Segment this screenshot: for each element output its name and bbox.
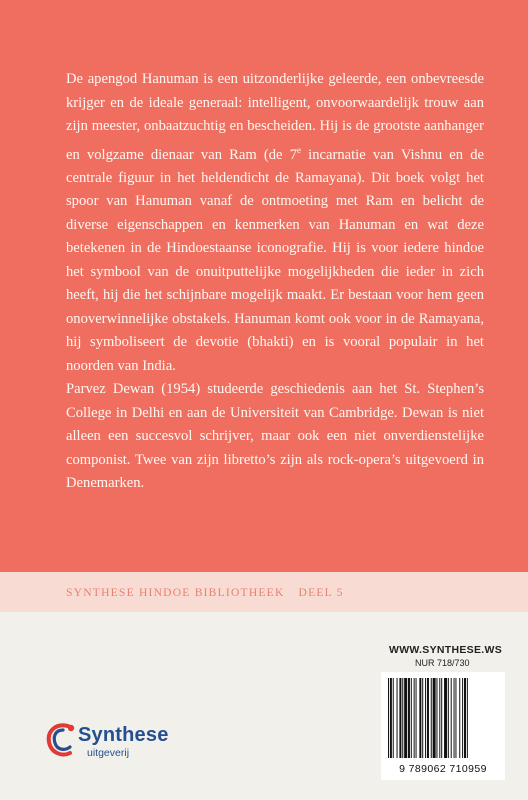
series-name: SYNTHESE HINDOE BIBLIOTHEEK	[66, 586, 285, 599]
barcode-bar	[464, 678, 466, 758]
blurb-text-part: incarnatie van Vishnu en de centrale figuur in het heldendicht de Ramayana). Dit boek volgt het spoor van Hanuman vanaf de ontmoeting met Ram en belicht de diverse eigenschappen en kenmerken van Hanuman en wat deze betekenen in de Hindoestaanse iconografie. Hij is voor iedere hindoe het symbool van de onuitputtelijke mogelijkheden die ieder in zich heeft, hij die het schijnbare mogelijk maakt. Er bestaan voor hem geen onoverwinnelijke obstakels. Hanuman komt ook voor in de Ramayana, hij symboliseert de devotie (bhakti) en is vooral populair in het noorden van India.	[66, 146, 484, 374]
barcode-bar	[422, 678, 423, 758]
barcode-bar	[397, 678, 398, 758]
blurb-paragraph	[66, 68, 484, 378]
series-volume: DEEL 5	[298, 586, 344, 599]
barcode-bar	[454, 678, 455, 758]
series-title	[66, 586, 344, 599]
synthese-logo-icon	[44, 719, 78, 761]
author-bio: Parvez Dewan (1954) studeerde geschiedenis aan het St. Stephen’s College in Delhi en aan de Universiteit van Cambridge. Dewan is niet alleen een succesvol schrijver, maar ook een niet onverdienstelijke componist. Twee van zijn libretto’s zijn als rock-opera’s uitgevoerd in Denemarken.	[66, 381, 484, 492]
barcode-bar	[439, 678, 440, 758]
publisher-name: Synthese	[78, 724, 169, 746]
barcode-bar	[455, 678, 456, 758]
barcode-bar	[433, 678, 436, 758]
barcode-bar	[467, 678, 468, 758]
barcode-bar	[399, 678, 401, 758]
barcode-bar	[448, 678, 449, 758]
publisher-subtitle: uitgeverij	[87, 747, 130, 759]
barcode-bar	[404, 678, 407, 758]
barcode-bar	[390, 678, 392, 758]
website-url[interactable]: WWW.SYNTHESE.WS	[389, 644, 502, 656]
isbn-number: 9 789062 710959	[399, 763, 487, 775]
blurb-text	[66, 68, 484, 496]
barcode-bar	[408, 678, 410, 758]
ordinal-superscript: e	[297, 144, 301, 155]
barcode-bar	[393, 678, 394, 758]
barcode-bar	[402, 678, 403, 758]
barcode-bar	[436, 678, 437, 758]
barcode-bar	[411, 678, 412, 758]
barcode-bars	[386, 678, 498, 758]
barcode-bar	[425, 678, 426, 758]
nur-code: NUR 718/730	[415, 658, 470, 668]
barcode-bar	[441, 678, 442, 758]
barcode-bar	[416, 678, 417, 758]
barcode-bar	[414, 678, 415, 758]
barcode-bar	[419, 678, 421, 758]
barcode-bar	[459, 678, 460, 758]
barcode-bar	[444, 678, 447, 758]
barcode-bar	[451, 678, 452, 758]
publisher-logo	[44, 717, 169, 767]
barcode-bar	[431, 678, 432, 758]
isbn-barcode	[381, 672, 505, 780]
barcode-bar	[427, 678, 429, 758]
barcode-bar	[462, 678, 463, 758]
blurb-text-part: De apengod Hanuman is een uitzonderlijke geleerde, een onbevreesde krijger en de ideale generaal: intelligent, onvoorwaardelijk trouw aan zijn meester, onbaatzuchtig en bescheiden. Hij is de grootste aanhanger en volgzame dienaar van Ram (de 7	[66, 71, 484, 163]
barcode-bar	[388, 678, 389, 758]
